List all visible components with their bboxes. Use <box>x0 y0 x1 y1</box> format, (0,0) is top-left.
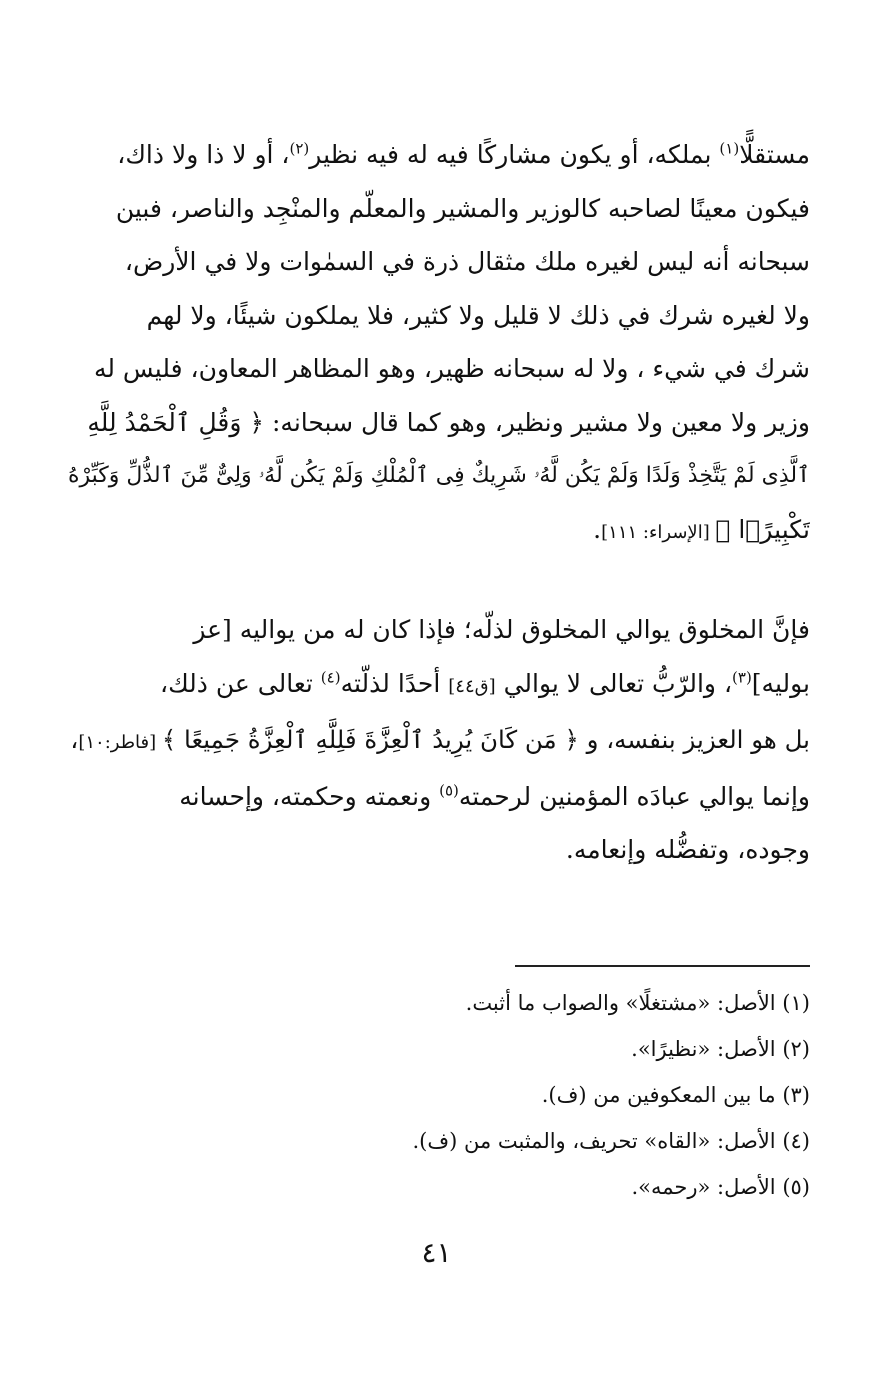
footnote-marker: (٢) <box>289 139 310 158</box>
text-run: بوليه] <box>751 668 810 698</box>
quran-verse: ﴿ وَقُلِ ٱلْحَمْدُ لِلَّهِ <box>87 407 265 437</box>
text-line <box>68 342 810 396</box>
text-run: أحدًا لذلّته <box>340 668 449 698</box>
footnote-separator <box>515 965 810 967</box>
text-run: . <box>593 514 602 544</box>
text-run: بل هو العزيز بنفسه، و <box>578 725 810 754</box>
main-text <box>68 128 810 877</box>
text-run: وزير ولا معين ولا مشير ونظير، وهو كما قال سبحانه: <box>264 407 810 437</box>
text-run: فيكون معينًا لصاحبه كالوزير والمشير والمعلّم والمنْجِد والناصر، فبين <box>115 193 810 223</box>
text-line <box>68 289 810 343</box>
reference: [ق٤٤] <box>448 675 496 697</box>
quran-verse: ٱلَّذِى لَمْ يَتَّخِذْ وَلَدًا وَلَمْ يَكُن لَّهُۥ شَرِيكٌ فِى ٱلْمُلْكِ وَلَمْ يَكُن لَّهُۥ وَلِىٌّ مِّنَ ٱلذُّلِّ وَكَبِّرْهُ <box>68 463 810 488</box>
paragraph <box>68 128 810 559</box>
quran-verse: تَكْبِيرًۢا ﴾ <box>715 514 810 544</box>
text-line <box>68 770 810 824</box>
reference: [الإسراء: ١١١] <box>601 521 716 543</box>
footnote-item: (٣) ما بين المعكوفين من (ف). <box>541 1083 810 1107</box>
footnote-item: (٢) الأصل: «نظيرًا». <box>631 1037 810 1061</box>
text-line <box>68 182 810 236</box>
footnotes <box>68 980 810 1210</box>
footnote-item: (٥) الأصل: «رحمه». <box>631 1175 810 1199</box>
page-number: ٤١ <box>421 1236 452 1269</box>
text-run: شرك في شيء ، ولا له سبحانه ظهير، وهو المظاهر المعاون، فليس له <box>93 354 810 383</box>
footnote-item: (١) الأصل: «مشتغلًا» والصواب ما أثبت. <box>465 991 810 1015</box>
footnote-marker: (٥) <box>439 781 459 800</box>
text-line <box>68 657 810 714</box>
footnote-item: (٤) الأصل: «القاه» تحريف، والمثبت من (ف). <box>412 1129 810 1153</box>
text-run: فإنَّ المخلوق يوالي المخلوق لذلّه؛ فإذا كان له من يواليه [عز <box>193 615 810 644</box>
text-run: ، <box>70 725 79 754</box>
reference: [فاطر:١٠] <box>78 732 162 753</box>
text-run: سبحانه أنه ليس لغيره ملك مثقال ذرة في السمٰوات ولا في الأرض، <box>124 247 810 276</box>
text-run: تعالى عن ذلك، <box>160 668 321 698</box>
footnote-marker: (٣) <box>732 668 752 687</box>
text-line <box>68 503 810 560</box>
text-run: بملكه، أو يكون مشاركًا فيه له فيه نظير <box>309 140 720 169</box>
text-line <box>68 823 810 877</box>
text-run: مستقلًّا <box>739 140 810 169</box>
text-line <box>68 396 810 450</box>
text-line <box>68 449 810 503</box>
quran-verse: ﴿ مَن كَانَ يُرِيدُ ٱلْعِزَّةَ فَلِلَّهِ ٱلْعِزَّةُ جَمِيعًا ﴾ <box>161 725 579 754</box>
text-run: ، أو لا ذا ولا ذاك، <box>117 140 290 169</box>
text-run: ، والرّبُّ تعالى لا يوالي <box>495 668 733 698</box>
text-run: وإنما يوالي عبادَه المؤمنين لرحمته <box>458 781 810 811</box>
paragraph-gap <box>68 559 810 603</box>
text-line <box>68 603 810 657</box>
footnote-marker: (١) <box>719 139 740 158</box>
text-run: وجوده، وتفضُّله وإنعامه. <box>565 835 810 864</box>
text-line <box>68 235 810 289</box>
text-line <box>68 128 810 182</box>
text-run: ونعمته وحكمته، وإحسانه <box>179 781 440 811</box>
text-line <box>68 713 810 770</box>
text-run: ولا لغيره شرك في ذلك لا قليل ولا كثير، فلا يملكون شيئًا، ولا لهم <box>146 300 810 330</box>
footnote-marker: (٤) <box>320 668 341 687</box>
paragraph <box>68 603 810 877</box>
